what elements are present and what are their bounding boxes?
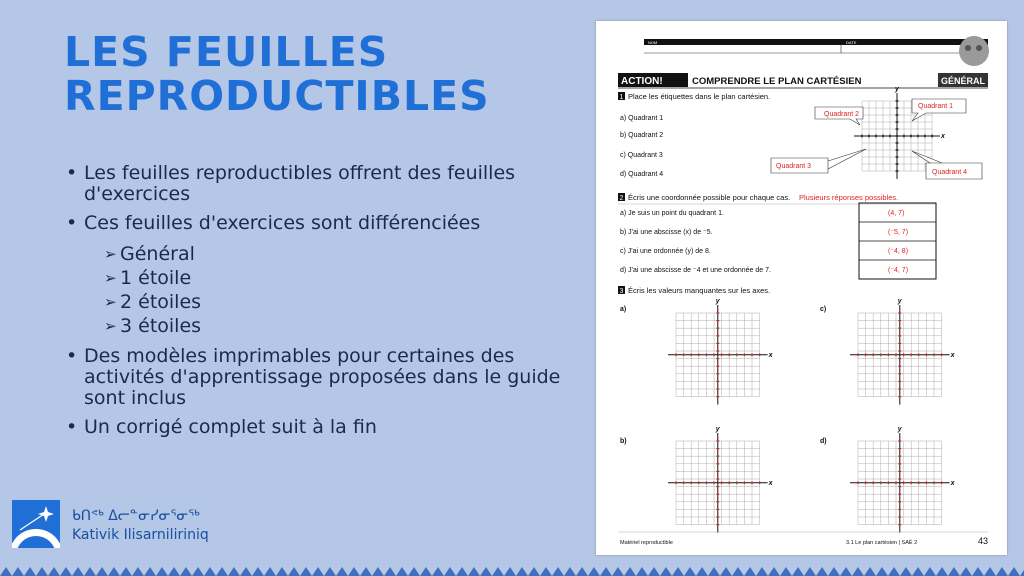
nom-label: NOM bbox=[648, 40, 658, 45]
y-axis-label: y bbox=[897, 426, 902, 433]
grid-d-label: d) bbox=[820, 438, 827, 445]
q2-answer-d: (⁻4, 7) bbox=[888, 267, 909, 274]
cartesian-grid-c bbox=[850, 298, 956, 405]
level-list bbox=[104, 242, 584, 338]
q1-text: Place les étiquettes dans le plan cartésien. bbox=[628, 92, 771, 101]
logo-name: Kativik Ilisarniliriniq bbox=[72, 527, 209, 543]
q2-text: Écris une coordonnée possible pour chaque cas. bbox=[628, 193, 791, 202]
q2-row-a: a) Je suis un point du quadrant 1. bbox=[620, 210, 724, 217]
q2-note: Plusieurs réponses possibles. bbox=[799, 193, 899, 202]
q3-number: 3 bbox=[619, 288, 624, 295]
grid-c-label: c) bbox=[820, 306, 827, 313]
q2-row-d: d) J'ai une abscisse de ⁻4 et une ordonnée de 7. bbox=[620, 267, 771, 274]
x-axis-label: x bbox=[768, 351, 773, 359]
grid-a-label: a) bbox=[620, 306, 627, 313]
cartesian-grid-a bbox=[668, 298, 774, 405]
date-label: DATE bbox=[846, 40, 857, 45]
bullet-corrige: • Un corrigé complet suit à la fin bbox=[64, 417, 584, 438]
q2-answer-c: (⁻4, 8) bbox=[888, 248, 909, 255]
level-1-etoile: ➢ 1 étoile bbox=[104, 266, 584, 290]
bullet-list bbox=[64, 163, 584, 446]
y-axis-label: y bbox=[895, 86, 899, 93]
cartesian-grid-b bbox=[668, 426, 774, 533]
title-line-2: REPRODUCTIBLES bbox=[64, 72, 490, 120]
logo-syllabic: ᑲᑎᕝᒃ ᐃᓕᓐᓂᓯᓂᕐᓂᖅ bbox=[72, 508, 200, 524]
x-axis-label: x bbox=[950, 479, 955, 487]
bullet-feuilles: • Les feuilles reproductibles offrent des feuilles d'exercices bbox=[64, 163, 584, 205]
worksheet-preview bbox=[596, 21, 1007, 555]
kativik-logo-icon bbox=[12, 500, 60, 548]
page-number: 43 bbox=[978, 536, 989, 546]
slide-title bbox=[64, 30, 490, 118]
bullet-modeles: • Des modèles imprimables pour certaines des activités d'apprentissage proposées dans le guide sont inclus bbox=[64, 346, 584, 409]
x-axis-label: x bbox=[941, 133, 945, 140]
level-2-etoiles: ➢ 2 étoiles bbox=[104, 290, 584, 314]
callout-q3: Quadrant 3 bbox=[776, 163, 812, 170]
cartesian-grid-d bbox=[850, 426, 956, 533]
title-line-1: LES FEUILLES bbox=[64, 28, 389, 76]
level-general: ➢ Général bbox=[104, 242, 584, 266]
x-axis-label: x bbox=[768, 479, 773, 487]
grid-b-label: b) bbox=[620, 438, 627, 445]
name-date-header bbox=[644, 39, 988, 53]
q2-answer-b: (⁻5, 7) bbox=[888, 229, 909, 236]
q1-item-c: c) Quadrant 3 bbox=[620, 152, 663, 159]
q1-item-d: d) Quadrant 4 bbox=[620, 171, 664, 178]
y-axis-label: y bbox=[715, 426, 720, 433]
y-axis-label: y bbox=[715, 298, 720, 305]
border-triangles bbox=[0, 566, 1024, 576]
action-title: COMPRENDRE LE PLAN CARTÉSIEN bbox=[692, 76, 862, 87]
x-axis-label: x bbox=[950, 351, 955, 359]
q2-row-c: c) J'ai une ordonnée (y) de 8. bbox=[620, 248, 711, 255]
q2-number: 2 bbox=[619, 195, 624, 202]
level-badge: GÉNÉRAL bbox=[941, 76, 986, 86]
q1-item-b: b) Quadrant 2 bbox=[620, 132, 664, 139]
q3-text: Écris les valeurs manquantes sur les axes. bbox=[628, 286, 771, 295]
q1-number: 1 bbox=[619, 94, 624, 101]
callout-q2: Quadrant 2 bbox=[824, 111, 860, 118]
quadrant-callouts bbox=[771, 99, 982, 179]
owl-icon bbox=[959, 36, 989, 66]
level-3-etoiles: ➢ 3 étoiles bbox=[104, 314, 584, 338]
q2-answer-a: (4, 7) bbox=[888, 210, 905, 217]
y-axis-label: y bbox=[897, 298, 902, 305]
footer-right: 3.1 Le plan cartésien | SAÉ 2 bbox=[846, 540, 918, 546]
action-tag: ACTION! bbox=[621, 76, 663, 87]
q1-item-a: a) Quadrant 1 bbox=[620, 115, 664, 122]
logo-text bbox=[72, 507, 209, 545]
bullet-differenciees: • Ces feuilles d'exercices sont différenciées bbox=[64, 213, 584, 234]
footer-left: Matériel reproductible bbox=[620, 540, 673, 546]
callout-q4: Quadrant 4 bbox=[932, 169, 968, 176]
callout-q1: Quadrant 1 bbox=[918, 103, 954, 110]
q2-row-b: b) J'ai une abscisse (x) de ⁻5. bbox=[620, 229, 713, 236]
